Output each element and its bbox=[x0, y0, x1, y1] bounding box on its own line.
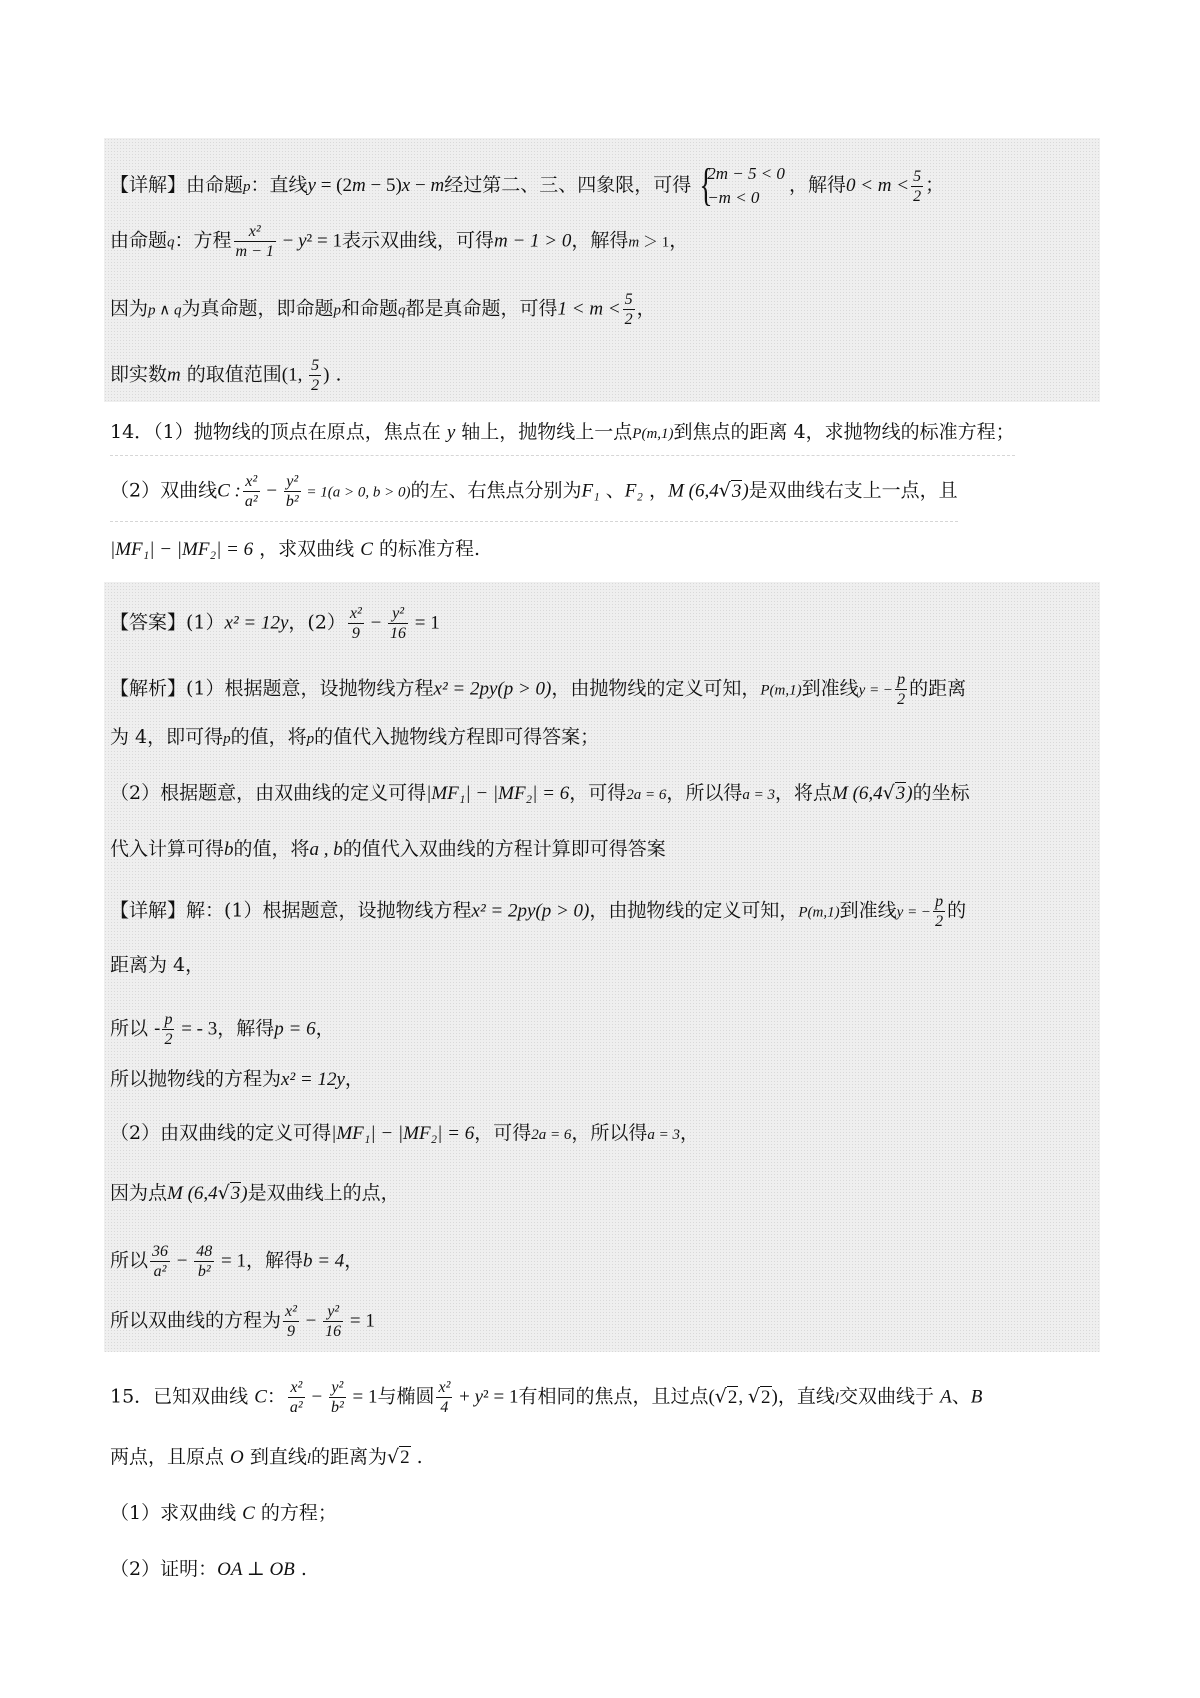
detail-14-line1: 【详解】解：(1）根据题意，设抛物线方程x² = 2py(p > 0)，由抛物线的定义可知，P(m,1)到准线y = − $\frac{p}{2}$ 的 bbox=[110, 893, 967, 930]
detail-13-line4: 即实数m 的取值范围(1, $\frac{5}{2}$ ) . bbox=[110, 357, 342, 394]
inequality-system: { 2m − 5 < 0 −m < 0 bbox=[699, 159, 785, 210]
detail-13-line3: 因为p ∧ q为真命题，即命题p和命题q都是真命题，可得1 < m < $\frac{5}{2}$ ， bbox=[110, 291, 656, 328]
detail-14-line8: 所以双曲线的方程为 $\frac{\text{x²}}{9}$ − $\frac{\text{y²}}{16}$ = 1 bbox=[110, 1303, 375, 1340]
analysis-14-line1: 【解析】(1）根据题意，设抛物线方程x² = 2py(p > 0)，由抛物线的定义可知，P(m,1)到准线y = − $\frac{p}{2}$ 的距离 bbox=[110, 671, 967, 708]
detail-14-line2: 距离为 4， bbox=[110, 954, 205, 976]
detail-14-line3: 所以 - $\frac{p}{2}$ = - 3，解得p = 6， bbox=[110, 1011, 335, 1048]
answer-14-line: 【答案】(1）x² = 12y，(2） $\frac{\text{x²}}{9}$ − $\frac{\text{y²}}{16}$ = 1 bbox=[110, 605, 440, 642]
question-15-line2: 两点，且原点 O 到直线l的距离为√2 . bbox=[110, 1446, 423, 1468]
detail-14-line7: 所以 $\frac{36}{\text{a²}}$ − $\frac{48}{\text{b²}}$ = 1，解得b = 4， bbox=[110, 1243, 364, 1280]
question-14-part2-cont: |MF₁| − |MF₂| = 6 ，求双曲线 C 的标准方程. bbox=[110, 538, 480, 560]
detail-14-line4: 所以抛物线的方程为x² = 12y， bbox=[110, 1068, 364, 1090]
detail-13-line1: 【详解】由命题p：直线y = (2m − 5)x − m经过第二、三、四象限，可得 { 2m − 5 < 0 −m < 0 ，解得0 < m < $\frac{5}{2}$ ； bbox=[110, 159, 945, 210]
question-15-sub1: （1）求双曲线 C 的方程； bbox=[110, 1502, 337, 1524]
analysis-14-line2: 为 4，即可得p的值，将p的值代入抛物线方程即可得答案； bbox=[110, 726, 600, 748]
question-15-sub2: （2）证明：OA ⊥ OB . bbox=[110, 1558, 307, 1580]
detail-13-line2: 由命题q：方程 $\frac{\text{x²}}{m - 1}$ − y² = 1表示双曲线，可得m − 1 > 0，解得m ＞ 1， bbox=[110, 223, 689, 260]
detail-14-line6: 因为点M (6,4√3)是双曲线上的点， bbox=[110, 1182, 400, 1204]
detail-14-line5: （2）由双曲线的定义可得|MF₁| − |MF₂| = 6，可得2a = 6，所以得a = 3， bbox=[110, 1122, 700, 1144]
analysis-14-line4: 代入计算可得b的值，将a , b的值代入双曲线的方程计算即可得答案 bbox=[110, 838, 666, 860]
analysis-14-line3: （2）根据题意，由双曲线的定义可得|MF₁| − |MF₂| = 6，可得2a = 6，所以得a = 3，将点M (6,4√3)的坐标 bbox=[110, 782, 970, 804]
question-15-line1: 15．已知双曲线 C： $\frac{\text{x²}}{\text{a²}}$ − $\frac{\text{y²}}{\text{b²}}$ = 1与椭圆 $\frac{\text{x²}}{4}$ + y² = 1有相同的焦点，且过点(√2, √2)，直线l交双曲线于 A、B bbox=[110, 1379, 983, 1416]
question-14-part1: 14．（1）抛物线的顶点在原点，焦点在 y 轴上，抛物线上一点P(m,1)到焦点的距离 4，求抛物线的标准方程； bbox=[110, 419, 1015, 456]
question-14-part2: （2）双曲线C : $\frac{\text{x²}}{\text{a²}}$ − $\frac{\text{y²}}{\text{b²}}$ = 1(a > 0, b > 0)的左、右焦点分别为F₁ 、F₂ ，M (6,4√3)是双曲线右支上一点，且 bbox=[110, 472, 958, 522]
